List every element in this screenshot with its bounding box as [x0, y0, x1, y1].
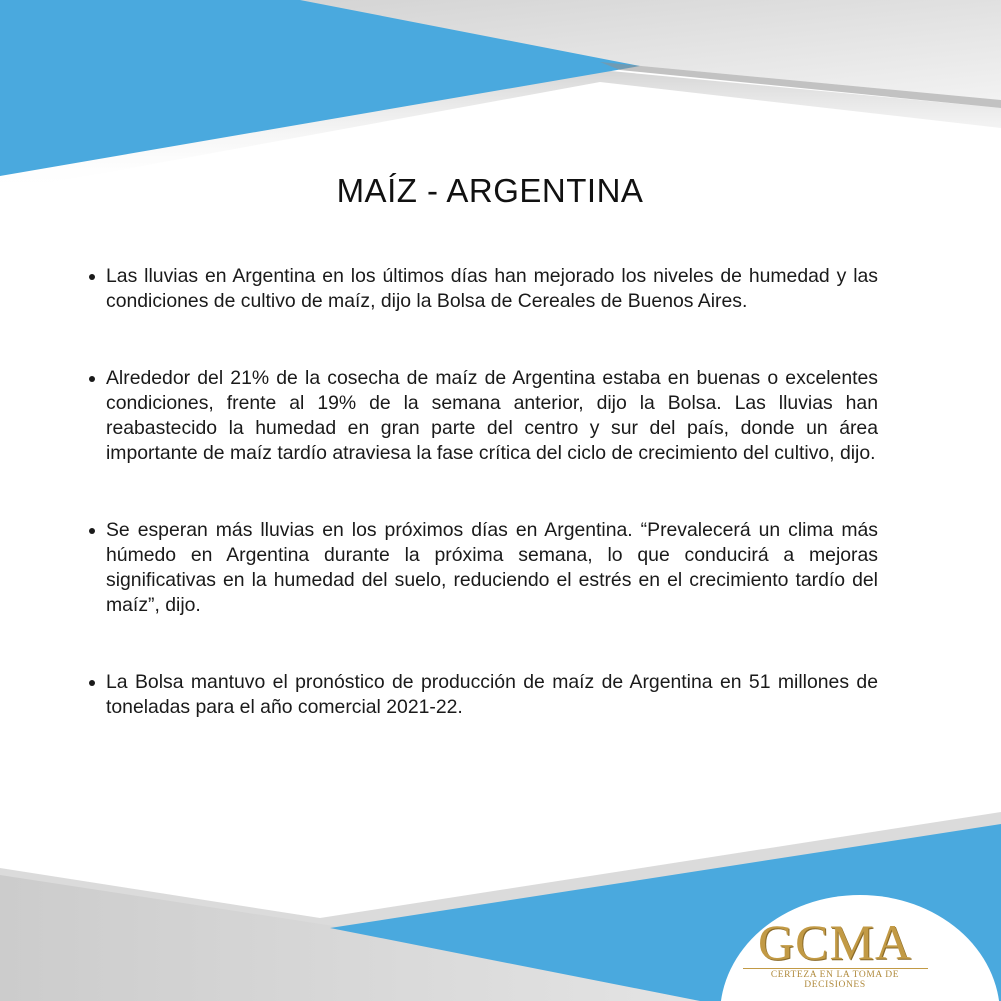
bullet-dot-icon: [89, 680, 95, 686]
page-title: MAÍZ - ARGENTINA: [336, 172, 644, 209]
bullet-text: La Bolsa mantuvo el pronóstico de producción de maíz de Argentina en 51 millones de toneladas para el año comercial 2021-22.: [106, 671, 878, 718]
logo-tagline: CERTEZA EN LA TOMA DE DECISIONES: [743, 968, 928, 990]
bullet-item: [86, 518, 878, 618]
bullet-dot-icon: [89, 376, 95, 382]
bullet-text: Las lluvias en Argentina en los últimos días han mejorado los niveles de humedad y las condiciones de cultivo de maíz, dijo la Bolsa de Cereales de Buenos Aires.: [106, 265, 878, 312]
bullet-text: Se esperan más lluvias en los próximos días en Argentina. “Prevalecerá un clima más húmedo en Argentina durante la próxima semana, lo que conducirá a mejoras significativas en la humedad del suelo, reduciendo el estrés en el crecimiento tardío del maíz”, dijo.: [106, 519, 878, 616]
logo-mark: GCMA: [757, 914, 913, 970]
gcma-logo: [735, 914, 935, 990]
bullet-item: [86, 264, 878, 314]
bullet-dot-icon: [89, 528, 95, 534]
bullet-dot-icon: [89, 274, 95, 280]
bullet-item: [86, 670, 878, 720]
bullet-item: [86, 366, 878, 466]
bullet-list: [86, 264, 878, 720]
bullet-text: Alrededor del 21% de la cosecha de maíz de Argentina estaba en buenas o excelentes condiciones, frente al 19% de la semana anterior, dijo la Bolsa. Las lluvias han reabastecido la humedad en gran parte del centro y sur del país, donde un área importante de maíz tardío atraviesa la fase crítica del ciclo de crecimiento del cultivo, dijo.: [106, 367, 878, 464]
